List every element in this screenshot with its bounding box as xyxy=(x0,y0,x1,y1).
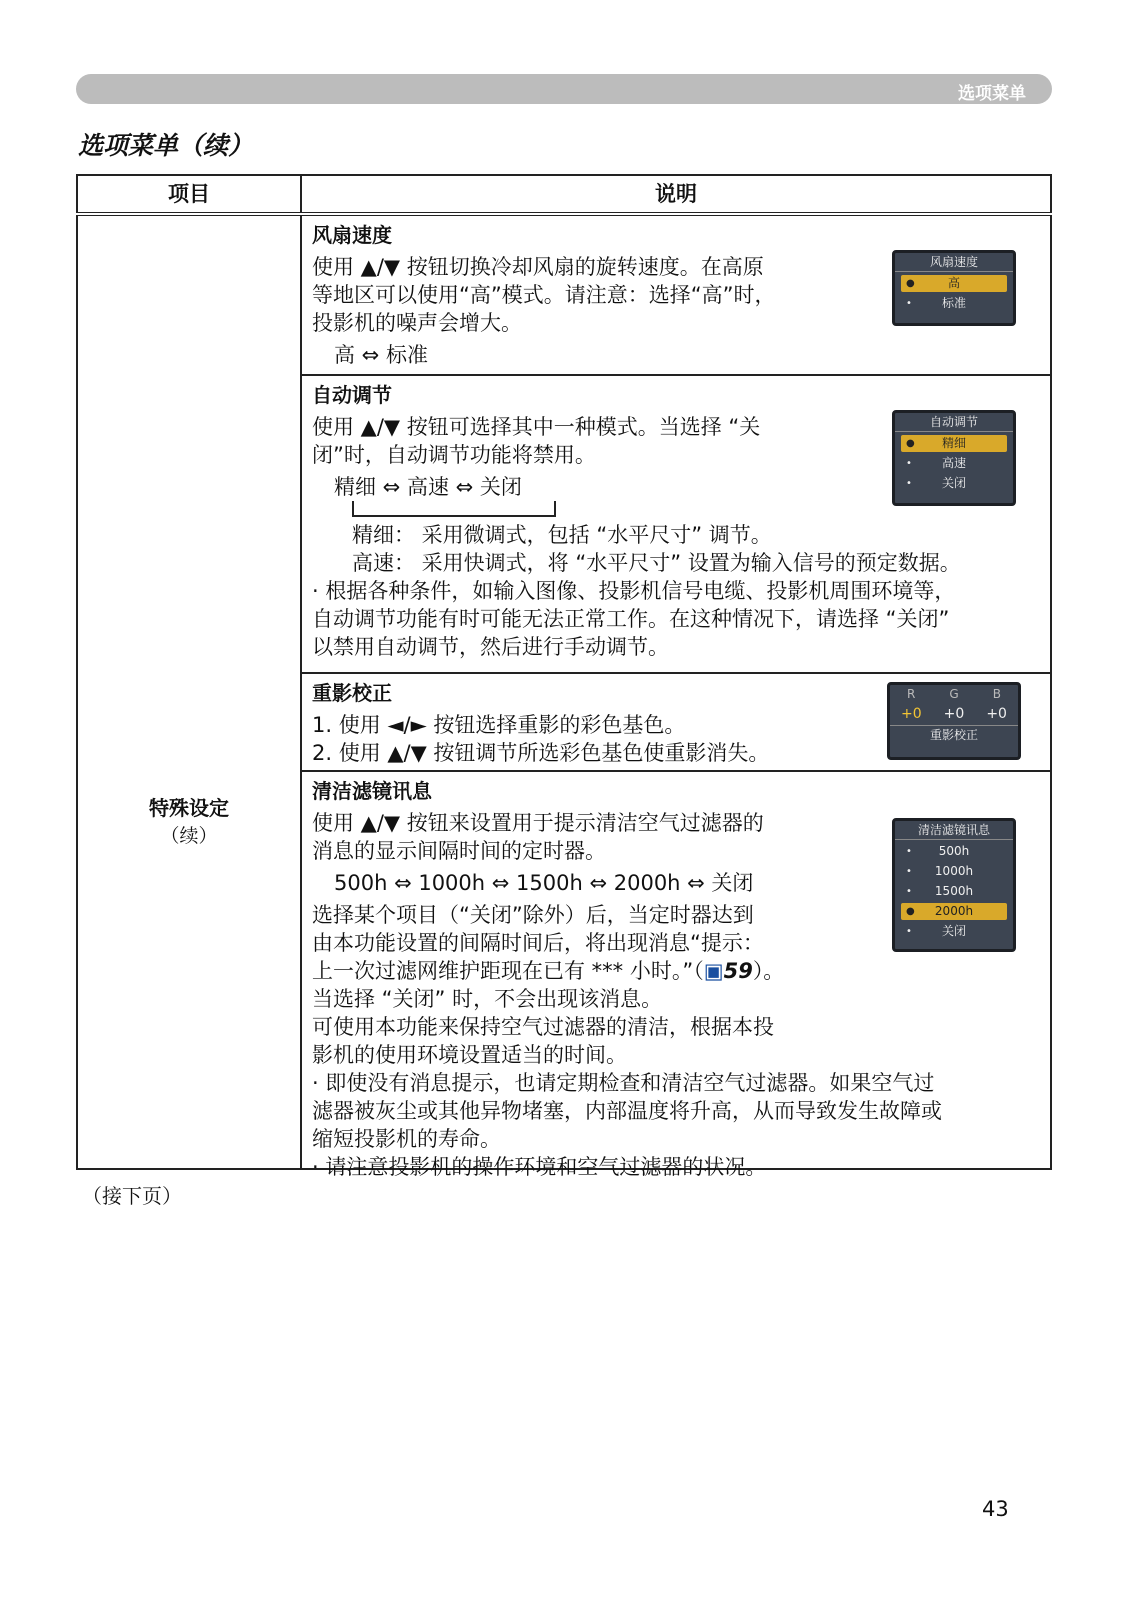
osd-option: • 关闭 xyxy=(906,924,966,938)
column-header-item: 项目 xyxy=(77,175,301,214)
radio-icon: • xyxy=(906,846,912,857)
osd-value-b: +0 xyxy=(986,706,1007,722)
radio-icon: • xyxy=(906,298,912,309)
filter-text-5: 上一次过滤网维护距现在已有 *** 小时。”（▣59）。 xyxy=(312,959,785,983)
radio-icon: ● xyxy=(906,438,915,449)
osd-option: • 500h xyxy=(906,844,970,858)
table-row xyxy=(77,214,1051,375)
auto-adjust-section xyxy=(301,375,1051,673)
continued-note: （接下页） xyxy=(82,1184,182,1208)
fan-speed-text-3: 投影机的噪声会增大。 xyxy=(312,311,522,335)
radio-icon: • xyxy=(906,926,912,937)
osd-label-b: B xyxy=(992,687,1001,701)
osd-option: • 高速 xyxy=(906,456,966,470)
options-table xyxy=(76,174,1052,1179)
loop-arrow-line xyxy=(352,501,556,517)
filter-message-section xyxy=(301,771,1051,1179)
ghost-osd xyxy=(887,682,1021,760)
fan-speed-text-2: 等地区可以使用“高”模式。请注意：选择“高”时， xyxy=(312,283,776,307)
auto-adjust-sequence: 精细 ⇔ 高速 ⇔ 关闭 xyxy=(334,475,522,499)
osd-option: • 关闭 xyxy=(906,476,966,490)
item-name: 特殊设定 xyxy=(149,796,229,820)
filter-note-4: · 请注意投影机的操作环境和空气过滤器的状况。 xyxy=(312,1155,767,1179)
fan-speed-section xyxy=(301,214,1051,375)
auto-adjust-osd xyxy=(892,410,1016,506)
filter-note-3: 缩短投影机的寿命。 xyxy=(312,1127,501,1151)
filter-text-6: 当选择 “关闭” 时，不会出现该消息。 xyxy=(312,987,663,1011)
filter-text-7: 可使用本功能来保持空气过滤器的清洁，根据本投 xyxy=(312,1015,774,1039)
ghost-text-1: 1. 使用 ◄/► 按钮选择重影的彩色基色。 xyxy=(312,713,686,737)
item-continued: （续） xyxy=(160,825,218,847)
radio-icon: • xyxy=(906,458,912,469)
filter-text-1: 使用 ▲/▼ 按钮来设置用于提示清洁空气过滤器的 xyxy=(312,811,764,835)
fan-speed-sequence: 高 ⇔ 标准 xyxy=(334,343,428,367)
filter-note-2: 滤器被灰尘或其他异物堵塞，内部温度将升高，从而导致发生故障或 xyxy=(312,1099,942,1123)
auto-adjust-text-2: 闭”时，自动调节功能将禁用。 xyxy=(312,443,596,467)
osd-label-g: G xyxy=(949,687,959,701)
osd-option: • 1500h xyxy=(906,884,974,898)
fan-speed-osd xyxy=(892,250,1016,326)
filter-text-3: 选择某个项目（“关闭”除外）后，当定时器达到 xyxy=(312,903,754,927)
page-number: 43 xyxy=(982,1497,1009,1521)
ghost-title: 重影校正 xyxy=(312,681,392,705)
radio-icon: ● xyxy=(906,278,915,289)
osd-title: 自动调节 xyxy=(895,413,1013,432)
page-title: 选项菜单（续） xyxy=(78,131,254,160)
radio-icon: • xyxy=(906,886,912,897)
book-icon: ▣ xyxy=(703,959,724,983)
osd-title: 重影校正 xyxy=(890,725,1018,744)
auto-adjust-fast-desc: 高速： 采用快调式，将 “水平尺寸” 设置为输入信号的预定数据。 xyxy=(352,551,961,575)
auto-adjust-note-2: 自动调节功能有时可能无法正常工作。在这种情况下，请选择 “关闭” xyxy=(312,607,950,631)
osd-value-r: +0 xyxy=(901,706,922,722)
table-header-row xyxy=(77,175,1051,214)
radio-icon: ● xyxy=(906,906,915,917)
page-reference[interactable]: 59 xyxy=(723,959,753,983)
osd-label-r: R xyxy=(907,687,916,701)
ghost-section xyxy=(301,673,1051,771)
auto-adjust-fine-desc: 精细： 采用微调式，包括 “水平尺寸” 调节。 xyxy=(352,523,772,547)
auto-adjust-text-1: 使用 ▲/▼ 按钮可选择其中一种模式。当选择 “关 xyxy=(312,415,761,439)
osd-title: 风扇速度 xyxy=(895,253,1013,272)
column-header-description: 说明 xyxy=(301,175,1051,214)
osd-title: 清洁滤镜讯息 xyxy=(895,821,1013,840)
filter-note-1: · 即使没有消息提示，也请定期检查和清洁空气过滤器。如果空气过 xyxy=(312,1071,935,1095)
osd-option: • 标准 xyxy=(906,296,966,310)
item-cell xyxy=(77,214,301,1169)
filter-text-4: 由本功能设置的间隔时间后，将出现消息“提示： xyxy=(312,931,764,955)
auto-adjust-note-3: 以禁用自动调节，然后进行手动调节。 xyxy=(312,635,669,659)
osd-option: ● 高 xyxy=(901,275,1007,292)
osd-option: • 1000h xyxy=(906,864,974,878)
fan-speed-text-1: 使用 ▲/▼ 按钮切换冷却风扇的旋转速度。在高原 xyxy=(312,255,764,279)
auto-adjust-title: 自动调节 xyxy=(312,383,392,407)
filter-text-2: 消息的显示间隔时间的定时器。 xyxy=(312,839,606,863)
fan-speed-title: 风扇速度 xyxy=(312,223,392,247)
ghost-text-2: 2. 使用 ▲/▼ 按钮调节所选彩色基色使重影消失。 xyxy=(312,741,770,765)
header-label: 选项菜单 xyxy=(958,84,1026,104)
osd-option: ● 精细 xyxy=(901,435,1007,452)
osd-value-g: +0 xyxy=(943,706,965,722)
filter-message-title: 清洁滤镜讯息 xyxy=(312,779,432,803)
radio-icon: • xyxy=(906,478,912,489)
filter-sequence: 500h ⇔ 1000h ⇔ 1500h ⇔ 2000h ⇔ 关闭 xyxy=(334,871,754,895)
header-bar xyxy=(76,74,1052,104)
radio-icon: • xyxy=(906,866,912,877)
filter-text-8: 影机的使用环境设置适当的时间。 xyxy=(312,1043,627,1067)
auto-adjust-note-1: · 根据各种条件，如输入图像、投影机信号电缆、投影机周围环境等， xyxy=(312,579,956,603)
osd-option: ● 2000h xyxy=(901,903,1007,920)
filter-message-osd xyxy=(892,818,1016,952)
